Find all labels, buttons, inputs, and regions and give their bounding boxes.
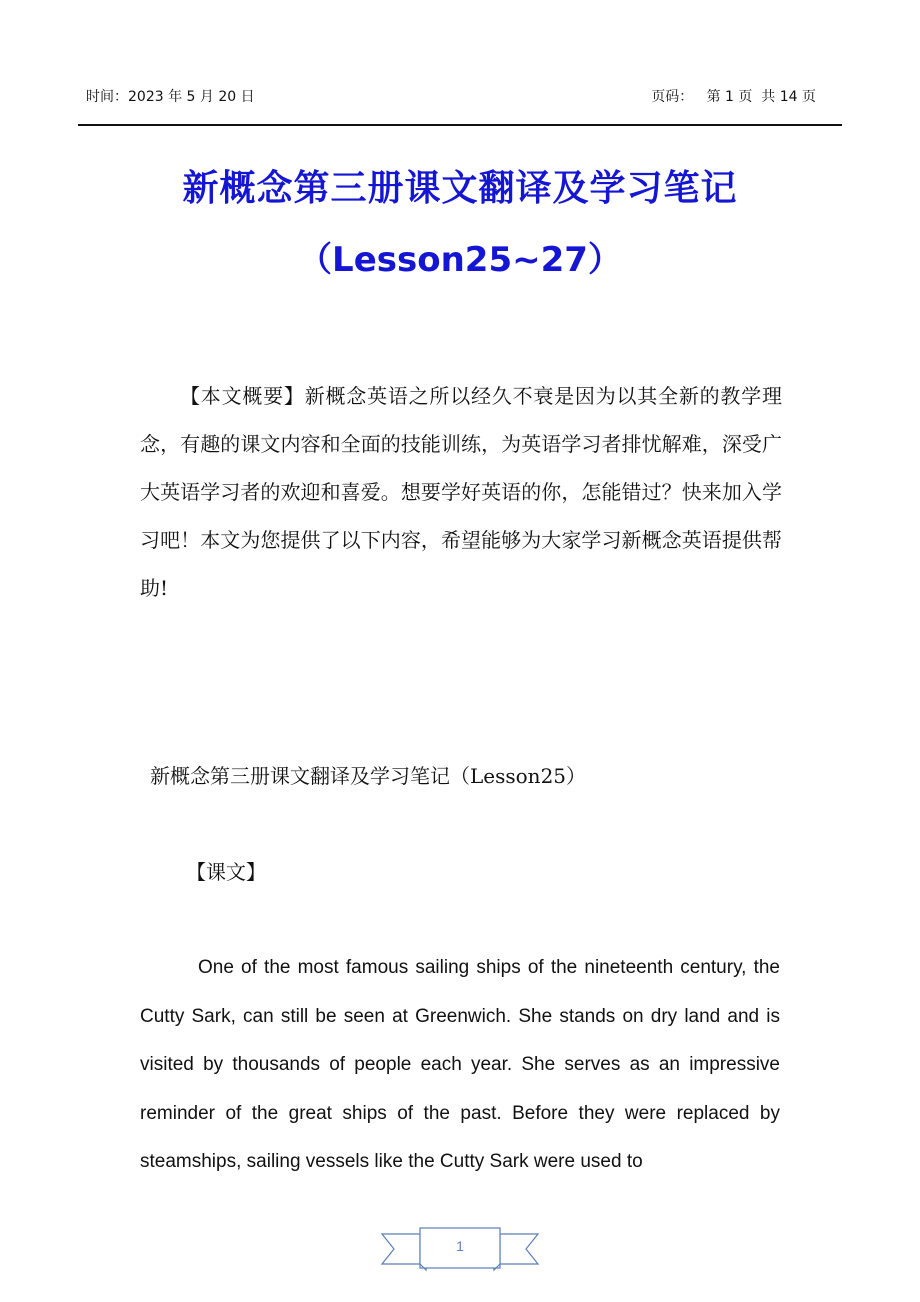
header-date: 时间：2023 年 5 月 20 日 — [86, 89, 255, 105]
section-subtitle: 新概念第三册课文翻译及学习笔记（Lesson25） — [150, 764, 587, 788]
page-number-ribbon — [380, 1224, 540, 1274]
lesson-body-text: One of the most famous sailing ships of the nineteenth century, the Cutty Sark, can still be seen at Greenwich. She stands on dry land and is visited by thousands of people each year. She serves as an impressive reminder of the great ships of the past. Before they were replaced by steamships, sailing vessels like the Cutty Sark were used to — [140, 957, 780, 1172]
page-number: 1 — [456, 1238, 464, 1254]
header-divider — [78, 124, 842, 126]
header-page-count: 页码： 第 1 页 共 14 页 — [651, 89, 816, 105]
document-title: 新概念第三册课文翻译及学习笔记 — [182, 168, 738, 209]
section-label-text: 【课文】 — [186, 860, 266, 884]
summary-paragraph: 【本文概要】新概念英语之所以经久不衰是因为以其全新的教学理念，有趣的课文内容和全面的技能训练，为英语学习者排忧解难，深受广大英语学习者的欢迎和喜爱。想要学好英语的你，怎能错过？快来加入学习吧！本文为您提供了以下内容，希望能够为大家学习新概念英语提供帮助! — [140, 384, 782, 600]
page-header — [86, 86, 816, 110]
document-title-lessons: （Lesson25~27） — [298, 240, 622, 280]
